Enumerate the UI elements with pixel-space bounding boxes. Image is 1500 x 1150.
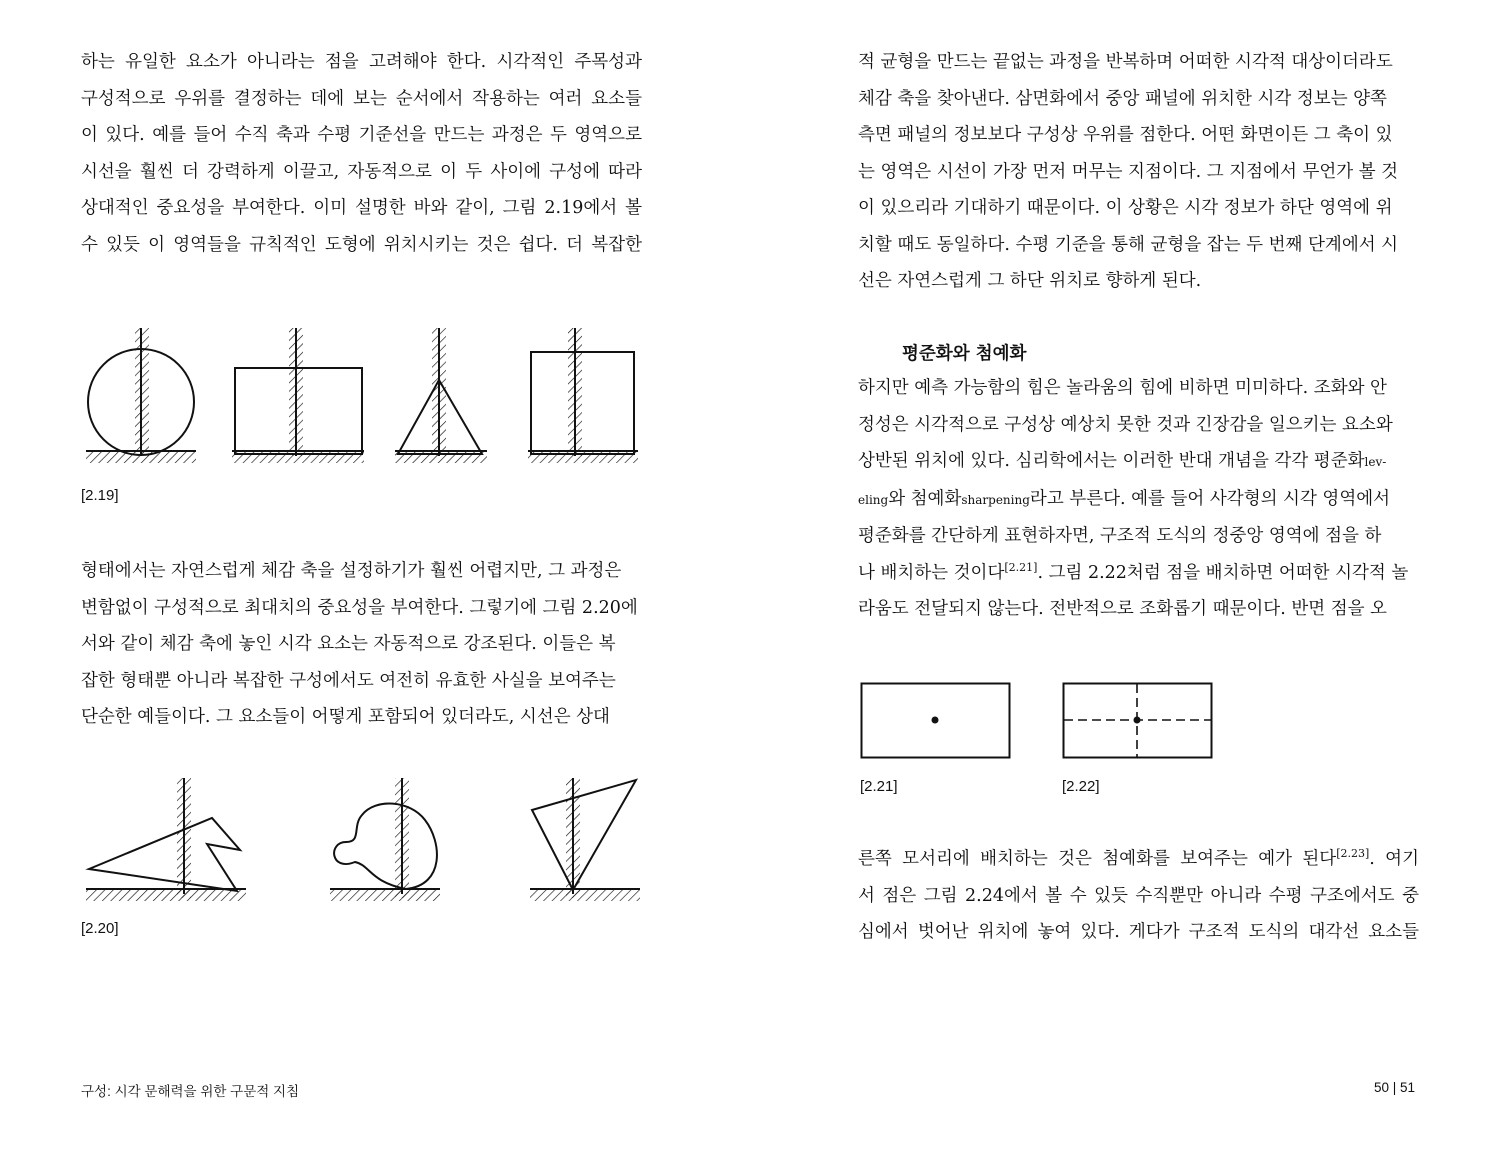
- caption-2-21: [2.21]: [860, 778, 898, 795]
- text-run: . 그림 2.22처럼 점을 배치하면 어떠한 시각적 놀: [1037, 562, 1409, 583]
- text-line: [858, 481, 1419, 519]
- blob-on-axis-icon: [330, 778, 440, 901]
- text-run: 른쪽 모서리에 배치하는 것은 첨예화를 보여주는 예가 된다: [858, 849, 1337, 869]
- text-line: 변함없이 구성적으로 최대치의 중요성을 부여한다. 그렇기에 그림 2.20에: [81, 597, 638, 618]
- text-line: 구성적으로 우위를 결정하는 데에 보는 순서에서 작용하는 여러 요소들: [81, 88, 642, 109]
- centered-dot-rectangle-icon: [862, 684, 1010, 758]
- polygon-on-axis-icon: [86, 778, 246, 901]
- caption-2-19: [2.19]: [81, 487, 119, 504]
- text-line: [858, 443, 1419, 481]
- figure-reference: [2.23]: [1336, 847, 1370, 861]
- triangle-on-axis-icon: [395, 328, 487, 463]
- page-numbers: 50 | 51: [1374, 1080, 1416, 1095]
- text-line: 상대적인 중요성을 부여한다. 이미 설명한 바와 같이, 그림 2.19에서 볼: [81, 198, 642, 218]
- text-run: . 여기: [1369, 849, 1419, 869]
- caption-2-20: [2.20]: [81, 920, 119, 937]
- text-line: 수 있듯 이 영역들을 규칙적인 도형에 위치시키는 것은 쉽다. 더 복잡한: [81, 234, 642, 255]
- text-line: 시선을 훨씬 더 강력하게 이끌고, 자동적으로 이 두 사이에 구성에 따라: [81, 161, 642, 182]
- left-paragraph-2: [81, 553, 642, 736]
- text-line: 서 점은 그림 2.24에서 볼 수 있듯 수직뿐만 아니라 수평 구조에서도 중: [858, 885, 1419, 906]
- figure-2-22: [1062, 682, 1214, 760]
- figure-2-19: [80, 320, 650, 480]
- text-line: 선은 자연스럽게 그 하단 위치로 향하게 된다.: [858, 271, 1202, 291]
- right-paragraph-1: [858, 44, 1419, 300]
- text-line: 이 있으리라 기대하기 때문이다. 이 상황은 시각 정보가 하단 영역에 위: [858, 198, 1393, 218]
- right-page: [750, 0, 1500, 1150]
- text-line: 측면 패널의 정보보다 구성상 우위를 점한다. 어떤 화면이든 그 축이 있: [858, 125, 1393, 145]
- text-line: 심에서 벗어난 위치에 놓여 있다. 게다가 구조적 도식의 대각선 요소들: [858, 922, 1419, 942]
- english-term: eling: [858, 492, 889, 507]
- english-term: sharpening: [961, 492, 1030, 507]
- text-line: 정성은 시각적으로 구성상 예상치 못한 것과 긴장감을 일으키는 요소와: [858, 414, 1393, 435]
- text-line: 이 있다. 예를 들어 수직 축과 수평 기준선을 만드는 과정은 두 영역으로: [81, 125, 642, 145]
- text-line: 형태에서는 자연스럽게 체감 축을 설정하기가 훨씬 어렵지만, 그 과정은: [81, 561, 622, 581]
- kite-on-axis-icon: [530, 778, 640, 901]
- caption-2-22: [2.22]: [1062, 778, 1100, 795]
- text-run: 나 배치하는 것이다: [858, 562, 1005, 583]
- right-paragraph-2: [858, 370, 1419, 628]
- text-line: 치할 때도 동일하다. 수평 기준을 통해 균형을 잡는 두 번째 단계에서 시: [858, 234, 1399, 255]
- text-line: [858, 841, 1419, 878]
- crosshair-dot-rectangle-icon: [1064, 684, 1213, 759]
- text-line: 하는 유일한 요소가 아니라는 점을 고려해야 한다. 시각적인 주목성과: [81, 52, 642, 72]
- rectangle-on-axis-icon: [232, 328, 364, 463]
- text-line: 단순한 예들이다. 그 요소들이 어떻게 포함되어 있더라도, 시선은 상대: [81, 707, 610, 727]
- text-line: [858, 555, 1419, 592]
- text-line: 하지만 예측 가능함의 힘은 놀라움의 힘에 비하면 미미하다. 조화와 안: [858, 378, 1387, 398]
- text-line: 잡한 형태뿐 아니라 복잡한 구성에서도 여전히 유효한 사실을 보여주는: [81, 670, 616, 691]
- text-line: 적 균형을 만드는 끝없는 과정을 반복하며 어떠한 시각적 대상이더라도: [858, 52, 1393, 72]
- section-heading: 평준화와 첨예화: [902, 344, 1027, 364]
- text-line: 라움도 전달되지 않는다. 전반적으로 조화롭기 때문이다. 반면 점을 오: [858, 599, 1387, 619]
- circle-on-axis-icon: [86, 328, 196, 463]
- figure-reference: [2.21]: [1004, 560, 1038, 574]
- left-paragraph-1: [81, 44, 642, 263]
- text-line: 서와 같이 체감 축에 놓인 시각 요소는 자동적으로 강조된다. 이들은 복: [81, 634, 616, 654]
- text-line: 는 영역은 시선이 가장 먼저 머무는 지점이다. 그 지점에서 무언가 볼 것: [858, 161, 1399, 182]
- text-line: 평준화를 간단하게 표현하자면, 구조적 도식의 정중앙 영역에 점을 하: [858, 526, 1382, 546]
- figure-2-20: [80, 770, 650, 910]
- text-run: 라고 부른다. 예를 들어 사각형의 시각 영역에서: [1029, 488, 1391, 509]
- text-run: 상반된 위치에 있다. 심리학에서는 이러한 반대 개념을 각각 평준화: [858, 451, 1365, 471]
- text-line: 체감 축을 찾아낸다. 삼면화에서 중앙 패널에 위치한 시각 정보는 양쪽: [858, 88, 1387, 109]
- square-on-axis-icon: [528, 328, 638, 463]
- right-paragraph-3: [858, 841, 1419, 951]
- text-run: 와 첨예화: [888, 488, 962, 509]
- english-term: lev-: [1364, 455, 1387, 469]
- figure-2-21: [860, 682, 1012, 760]
- running-footer-title: 구성: 시각 문해력을 위한 구문적 지침: [81, 1084, 300, 1099]
